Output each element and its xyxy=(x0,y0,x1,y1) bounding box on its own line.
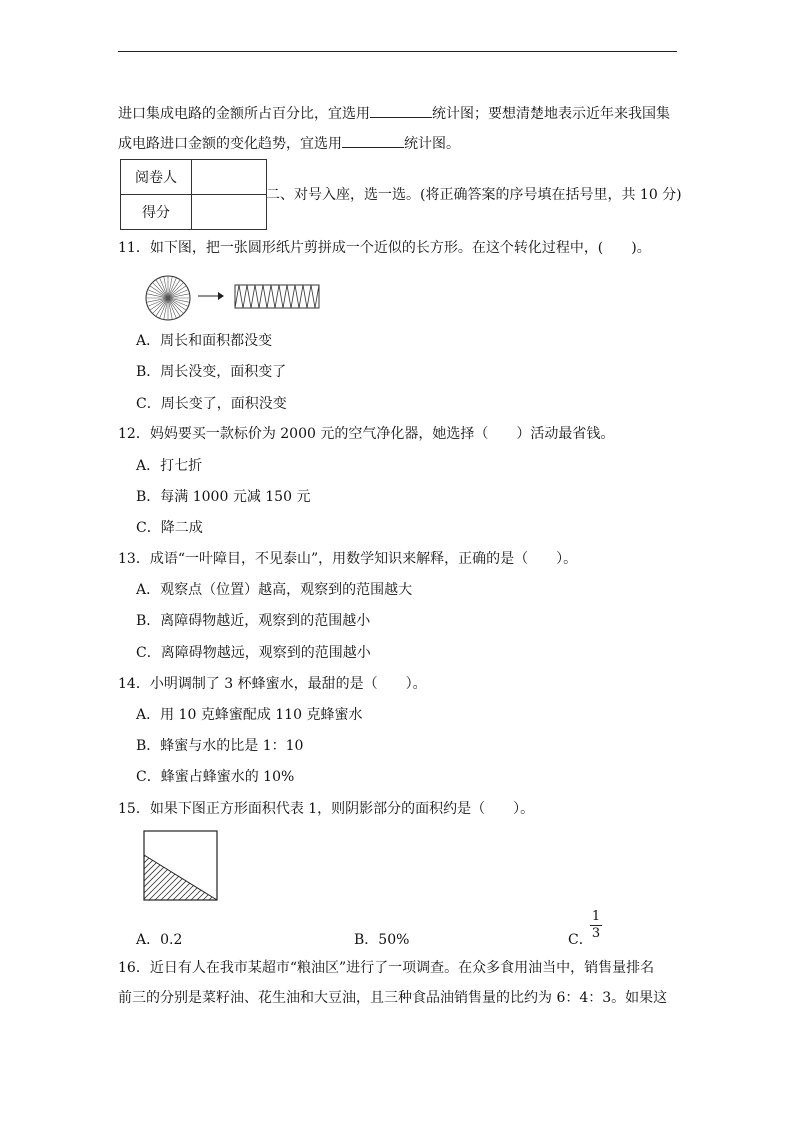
answer-blank[interactable] xyxy=(342,133,404,148)
reviewer-label: 阅卷人 xyxy=(121,160,192,195)
score-cell[interactable] xyxy=(192,195,267,230)
option-c[interactable]: C．蜂蜜占蜂蜜水的 10% xyxy=(136,769,295,785)
option-b[interactable]: B．离障碍物越近，观察到的范围越小 xyxy=(136,613,371,629)
option-c[interactable]: C．降二成 xyxy=(136,520,203,536)
option-c[interactable]: C．离障碍物越远，观察到的范围越小 xyxy=(136,645,371,661)
intro-text: 进口集成电路的金额所占百分比，宜选用 xyxy=(118,106,370,122)
option-b[interactable]: B．50% xyxy=(354,932,410,948)
fraction-numerator: 1 xyxy=(591,909,601,924)
fraction-one-third xyxy=(590,910,602,941)
option-a[interactable]: A．周长和面积都没变 xyxy=(136,333,273,349)
question-stem-line-2: 前三的分别是菜籽油、花生油和大豆油，且三种食品油销售量的比约为 6：4：3。如果这 xyxy=(118,990,668,1006)
question-stem: 13．成语“一叶障目，不见泰山”，用数学知识来解释，正确的是（ ）。 xyxy=(118,551,578,567)
option-c[interactable]: C． xyxy=(568,932,593,948)
option-a[interactable]: A．0.2 xyxy=(136,932,183,948)
option-a[interactable]: A．观察点（位置）越高，观察到的范围越大 xyxy=(136,582,413,598)
answer-blank[interactable] xyxy=(370,103,432,118)
header-rule xyxy=(118,51,677,52)
reviewer-cell[interactable] xyxy=(192,160,267,195)
option-b[interactable]: B．周长没变，面积变了 xyxy=(136,364,287,380)
question-stem: 14．小明调制了 3 杯蜂蜜水，最甜的是（ ）。 xyxy=(118,676,427,692)
grader-table xyxy=(120,159,267,230)
intro-text: 成电路进口金额的变化趋势，宜选用 xyxy=(118,136,342,152)
circle-to-rectangle-figure xyxy=(144,274,324,328)
score-label: 得分 xyxy=(121,195,192,230)
question-stem-line-1: 16．近日有人在我市某超市“粮油区”进行了一项调查。在众多食用油当中，销售量排名 xyxy=(118,960,655,976)
intro-line-1 xyxy=(118,103,670,124)
option-b[interactable]: B．每满 1000 元减 150 元 xyxy=(136,489,311,505)
square-shaded-figure xyxy=(143,830,219,906)
shaded-square-diagram xyxy=(143,830,219,902)
intro-text: 统计图；要想清楚地表示近年来我国集 xyxy=(432,106,670,122)
option-b[interactable]: B．蜂蜜与水的比是 1：10 xyxy=(136,738,304,754)
question-stem: 15．如果下图正方形面积代表 1，则阴影部分的面积约是（ ）。 xyxy=(118,801,535,817)
intro-line-2 xyxy=(118,133,460,154)
intro-text: 统计图。 xyxy=(404,136,460,152)
question-stem: 12．妈妈要买一款标价为 2000 元的空气净化器，她选择（ ）活动最省钱。 xyxy=(118,426,615,442)
option-c[interactable]: C．周长变了，面积没变 xyxy=(136,396,287,412)
question-stem: 11．如下图，把一张圆形纸片剪拼成一个近似的长方形。在这个转化过程中，( )。 xyxy=(118,240,651,256)
section-title: 二、对号入座，选一选。(将正确答案的序号填在括号里，共 10 分) xyxy=(266,187,682,203)
circle-rectangle-diagram xyxy=(144,274,324,324)
fraction-denominator: 3 xyxy=(591,926,601,941)
option-a[interactable]: A．打七折 xyxy=(136,458,203,474)
option-a[interactable]: A．用 10 克蜂蜜配成 110 克蜂蜜水 xyxy=(136,707,363,723)
